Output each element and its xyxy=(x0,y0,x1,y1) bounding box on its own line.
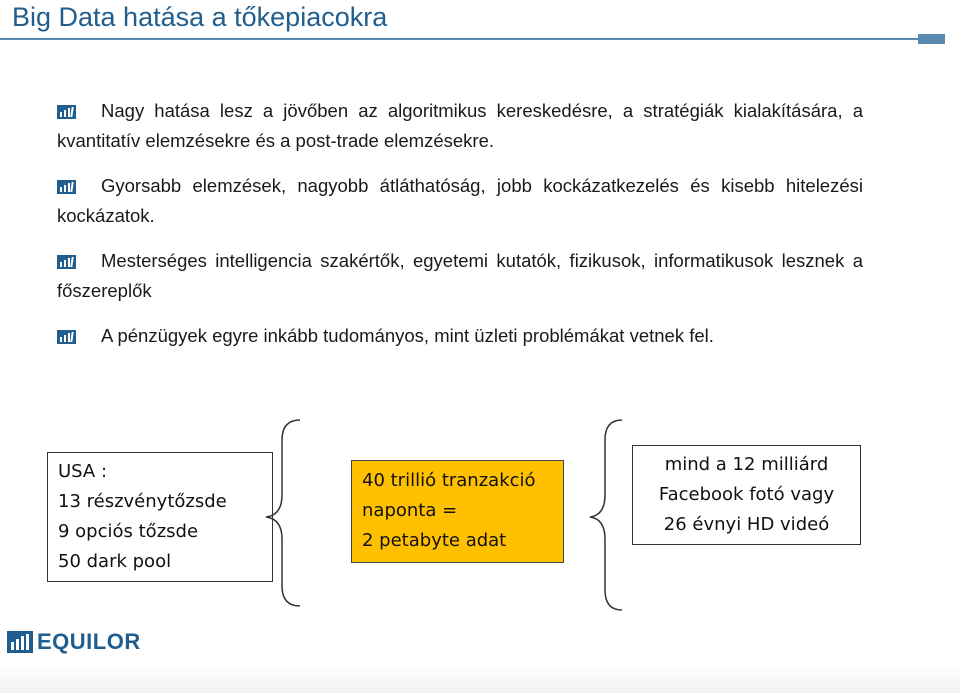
bullet-text: Gyorsabb elemzések, nagyobb átláthatóság, jobb kockázatkezelés és kisebb hitelezési kockázatok. xyxy=(57,175,863,226)
bullet-text: A pénzügyek egyre inkább tudományos, mint üzleti problémákat vetnek fel. xyxy=(101,325,714,346)
box-line: mind a 12 milliárd xyxy=(664,454,829,475)
daily-transactions-box xyxy=(351,460,564,563)
box-line: naponta = xyxy=(362,500,458,521)
right-curly-bracket xyxy=(590,420,622,610)
box-line: 40 trillió tranzakció xyxy=(362,470,536,491)
equilor-logo xyxy=(7,631,177,659)
bullet-text: Nagy hatása lesz a jövőben az algoritmikus kereskedésre, a stratégiák kialakítására, a kvantitatív elemzésekre és a post-trade elemzésekre. xyxy=(57,100,863,151)
box-line: 13 részvénytőzsde xyxy=(58,491,227,512)
box-line: 9 opciós tőzsde xyxy=(58,521,199,542)
box-line: USA : xyxy=(58,461,108,482)
box-line: Facebook fotó vagy xyxy=(658,484,835,505)
footer-band xyxy=(0,663,960,693)
box-line: 50 dark pool xyxy=(58,551,172,572)
bullet-text: Mesterséges intelligencia szakértők, egyetemi kutatók, fizikusok, informatikusok lesznek a főszereplők xyxy=(57,250,863,301)
box-line: 2 petabyte adat xyxy=(362,530,507,551)
usa-exchanges-box xyxy=(47,452,273,582)
box-line: 26 évnyi HD videó xyxy=(663,514,830,535)
logo-text: EQUILOR xyxy=(37,629,141,654)
facebook-photos-box xyxy=(632,445,861,545)
slide-title: Big Data hatása a tőkepiacokra xyxy=(12,2,388,32)
equilor-logo-icon xyxy=(7,631,33,653)
